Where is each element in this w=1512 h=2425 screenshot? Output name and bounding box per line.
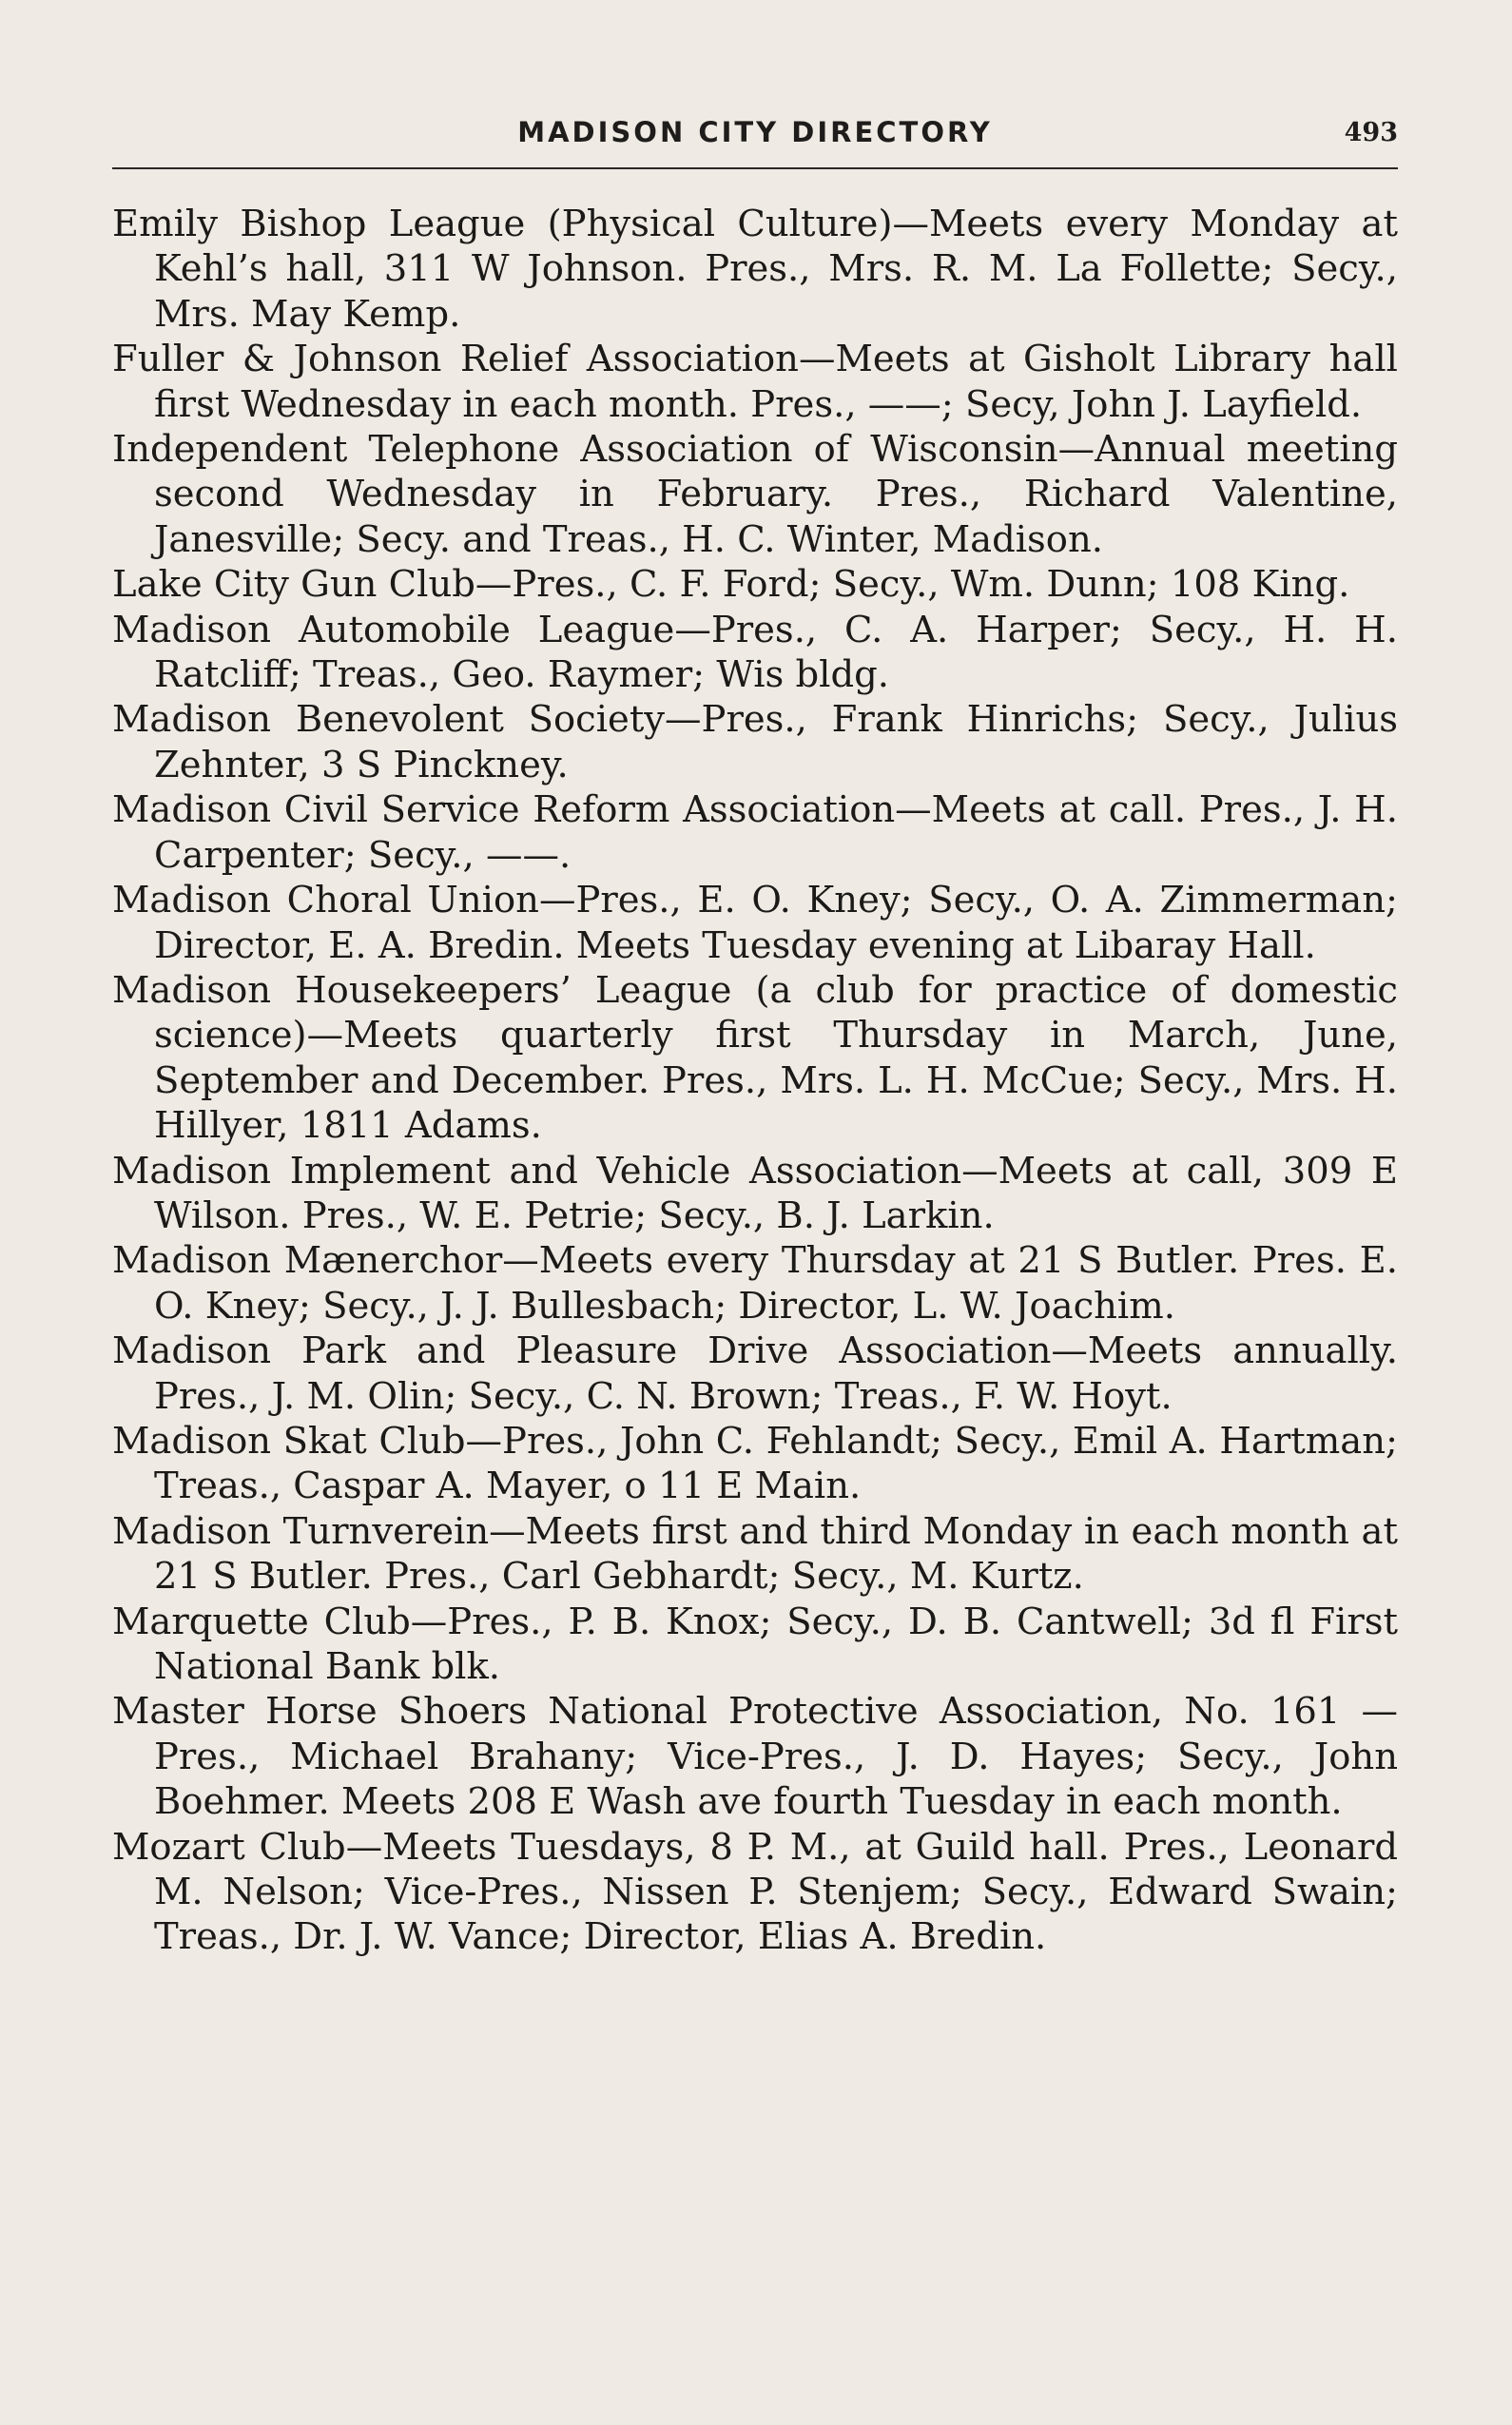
entry-madison-skat-club: Madison Skat Club—Pres., John C. Fehlandt; Secy., Emil A. Hartman; Treas., Caspar A. Mayer, o 11 E Main. [112, 1419, 1398, 1508]
entry-madison-benevolent-society: Madison Benevolent Society—Pres., Frank Hinrichs; Secy., Julius Zehnter, 3 S Pinckney. [112, 698, 1398, 786]
entry-madison-automobile-league: Madison Automobile League—Pres., C. A. Harper; Secy., H. H. Ratcliff; Treas., Geo. Raymer; Wis bldg. [112, 608, 1398, 697]
entry-mozart-club: Mozart Club—Meets Tuesdays, 8 P. M., at Guild hall. Pres., Leonard M. Nelson; Vice-Pres., Nissen P. Stenjem; Secy., Edward Swain; Treas., Dr. J. W. Vance; Director, Elias A. Bredin. [112, 1825, 1398, 1959]
running-title: MADISON CITY DIRECTORY [517, 116, 993, 148]
entry-lake-city-gun-club: Lake City Gun Club—Pres., C. F. Ford; Secy., Wm. Dunn; 108 King. [112, 563, 1350, 607]
entry-madison-civil-service: Madison Civil Service Reform Association—Meets at call. Pres., J. H. Carpenter; Secy., ——. [112, 788, 1398, 877]
entry-madison-housekeepers-league: Madison Housekeepers’ League (a club for practice of domestic science)—Meets quarterly first Thursday in March, June, September and December. Pres., Mrs. L. H. McCue; Secy., Mrs. H. Hillyer, 1811 Adams. [112, 968, 1398, 1148]
entry-master-horse-shoers: Master Horse Shoers National Protective Association, No. 161 —Pres., Michael Brahany; Vice-Pres., J. D. Hayes; Secy., John Boehmer. Meets 208 E Wash ave fourth Tuesday in each month. [112, 1690, 1398, 1824]
directory-entries [112, 202, 1398, 1960]
entry-fuller-johnson-relief: Fuller & Johnson Relief Association—Meets at Gisholt Library hall first Wednesday in each month. Pres., ——; Secy, John J. Layfield. [112, 338, 1398, 426]
entry-marquette-club: Marquette Club—Pres., P. B. Knox; Secy., D. B. Cantwell; 3d fl First National Bank blk. [112, 1600, 1398, 1688]
entry-madison-maenerchor: Madison Mænerchor—Meets every Thursday at 21 S Butler. Pres. E. O. Kney; Secy., J. J. Bullesbach; Director, L. W. Joachim. [112, 1239, 1398, 1328]
entry-independent-telephone: Independent Telephone Association of Wisconsin—Annual meeting second Wednesday in February. Pres., Richard Valentine, Janesville; Secy. and Treas., H. C. Winter, Madison. [112, 428, 1398, 561]
entry-madison-implement-vehicle: Madison Implement and Vehicle Association—Meets at call, 309 E Wilson. Pres., W. E. Petrie; Secy., B. J. Larkin. [112, 1149, 1398, 1237]
entry-madison-park-pleasure-drive: Madison Park and Pleasure Drive Association—Meets annually. Pres., J. M. Olin; Secy., C. N. Brown; Treas., F. W. Hoyt. [112, 1329, 1398, 1418]
entry-madison-turnverein: Madison Turnverein—Meets first and third Monday in each month at 21 S Butler. Pres., Carl Gebhardt; Secy., M. Kurtz. [112, 1509, 1398, 1599]
entry-madison-choral-union: Madison Choral Union—Pres., E. O. Kney; Secy., O. A. Zimmerman; Director, E. A. Bredin. Meets Tuesday evening at Libaray Hall. [112, 879, 1398, 967]
page-number: 493 [1344, 118, 1398, 147]
header-rule [112, 167, 1398, 169]
entry-emily-bishop-league: Emily Bishop League (Physical Culture)—Meets every Monday at Kehl’s hall, 311 W Johnson. Pres., Mrs. R. M. La Follette; Secy., Mrs. May Kemp. [112, 203, 1398, 336]
page-header [112, 116, 1398, 154]
